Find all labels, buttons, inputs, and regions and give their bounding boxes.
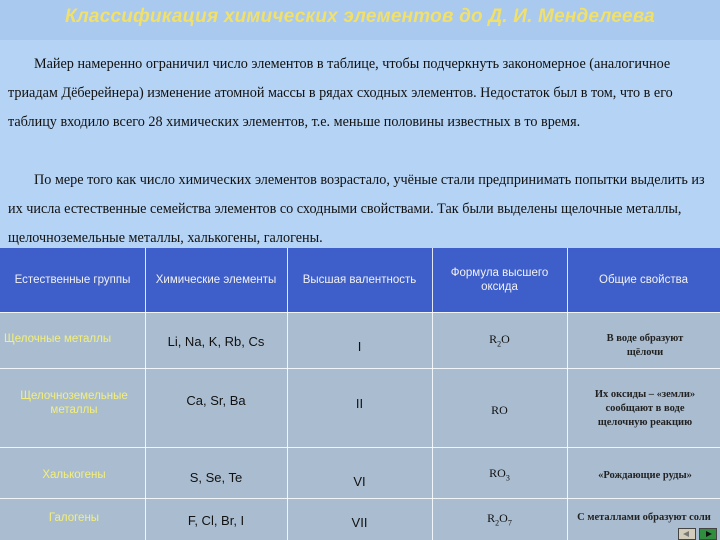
- classification-table: [0, 248, 720, 540]
- row-formula-chalcogens: $RO_3$: [489, 466, 510, 483]
- column-divider: [432, 248, 433, 540]
- forward-button[interactable]: [699, 528, 717, 540]
- row-valence-alkaline-earth: II: [355, 396, 364, 411]
- row-divider: [0, 447, 720, 448]
- row-divider: [0, 368, 720, 369]
- row-property-chalcogens: «Рождающие руды»: [598, 470, 692, 481]
- row-property-alkali: В воде образуют щёлочи: [606, 333, 684, 358]
- row-divider: [0, 312, 720, 313]
- column-divider: [567, 248, 568, 540]
- row-group-alkaline-earth: Щелочноземельные металлы: [20, 390, 128, 416]
- slide-title: Классификация химических элементов до Д. И. Менделеева: [65, 6, 655, 27]
- column-divider: [287, 248, 288, 540]
- row-formula-alkaline-earth: RO: [491, 403, 508, 417]
- row-valence-chalcogens: VI: [353, 474, 366, 489]
- paragraph-2: По мере того как число химических элементов возрастало, учёные стали предпринимать попытки выделить из их числа естественные семейства элементов со сходными свойствами. Так были выделены щелочные металлы, щелочноземельные металлы, халькогены, галогены.: [8, 172, 705, 246]
- row-property-alkaline-earth: Их оксиды – «земли» сообщают в воде щелочную реакцию: [594, 389, 696, 428]
- row-formula-halogens: $R_2O_7$: [487, 511, 512, 528]
- header-valence: Высшая валентность: [302, 274, 417, 286]
- header-elements: Химические элементы: [155, 274, 277, 286]
- row-divider: [0, 498, 720, 499]
- back-arrow-icon: [683, 531, 689, 537]
- header-formula: Формула высшего оксида: [450, 267, 549, 293]
- row-valence-halogens: VII: [351, 515, 368, 530]
- back-button[interactable]: [678, 528, 696, 540]
- row-elements-alkali: Li, Na, K, Rb, Cs: [167, 334, 265, 349]
- row-elements-halogens: F, Cl, Br, I: [187, 513, 245, 528]
- row-group-alkali: Щелочные металлы: [4, 333, 112, 345]
- row-group-halogens: Галогены: [48, 512, 100, 524]
- paragraph-1: Майер намеренно ограничил число элементов в таблице, чтобы подчеркнуть закономерное (аналогичное триадам Дёберейнера) изменение атомной массы в рядах сходных элементов. Недостаток был в том, что в его таблицу входило всего 28 химических элементов, т.е. меньше половины известных в то время.: [8, 56, 673, 130]
- header-properties: Общие свойства: [599, 274, 688, 286]
- header-groups: Естественные группы: [14, 274, 131, 286]
- row-elements-alkaline-earth: Ca, Sr, Ba: [186, 393, 246, 408]
- row-elements-chalcogens: S, Se, Te: [189, 470, 243, 485]
- row-valence-alkali: I: [357, 339, 362, 354]
- row-property-halogens: С металлами образуют соли: [577, 512, 711, 523]
- row-formula-alkali: $R_2O$: [489, 332, 510, 349]
- forward-arrow-icon: [706, 531, 712, 537]
- row-group-chalcogens: Халькогены: [42, 469, 106, 481]
